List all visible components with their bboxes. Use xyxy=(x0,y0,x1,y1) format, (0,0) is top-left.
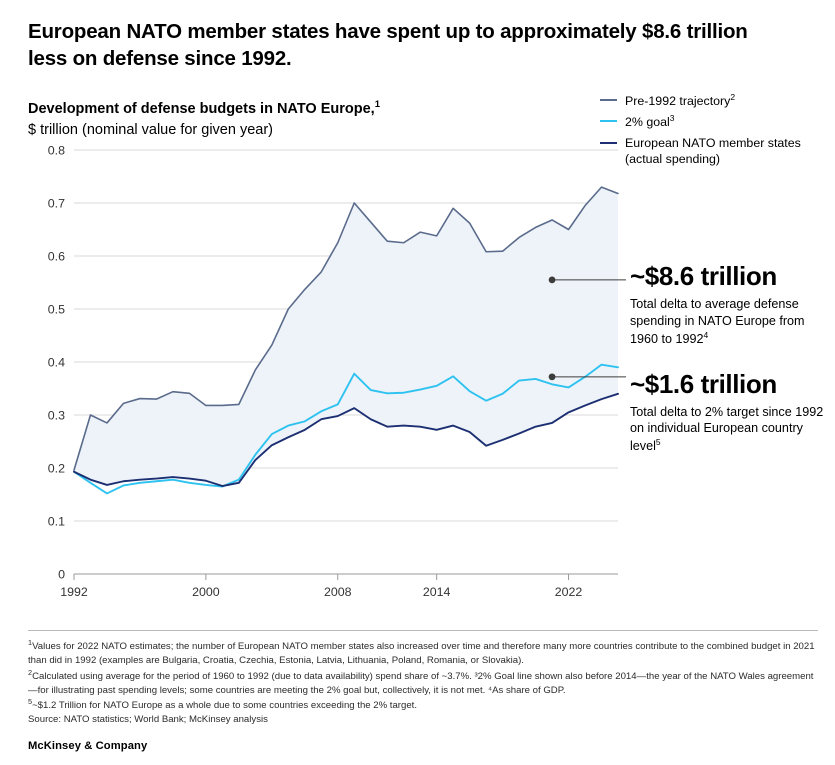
y-axis-tick-label: 0.5 xyxy=(47,302,65,317)
legend-swatch-two-percent-goal xyxy=(600,120,617,122)
footnote-5-marker: 5 xyxy=(28,697,33,707)
y-axis-tick-label: 0.3 xyxy=(47,408,65,423)
y-axis-tick-label: 0.6 xyxy=(47,249,65,264)
chart-subtitle-text: Development of defense budgets in NATO Europe, xyxy=(28,100,375,117)
brand-logo: McKinsey & Company xyxy=(28,740,148,752)
legend-sup-pre-1992-trajectory: 2 xyxy=(730,92,736,102)
callout-delta-8-6-trillion xyxy=(630,262,835,348)
legend-item-pre-1992-trajectory xyxy=(600,92,830,109)
callout-description-8-6-trillion xyxy=(630,296,835,347)
chart-plot-area xyxy=(28,140,628,620)
y-axis-tick-label: 0 xyxy=(58,567,65,582)
y-axis-tick-label: 0.4 xyxy=(47,355,65,370)
legend-item-two-percent-goal xyxy=(600,113,830,130)
chart-units-label: $ trillion (nominal value for given year) xyxy=(28,121,273,138)
legend-sup-two-percent-goal: 3 xyxy=(669,113,675,124)
footnote-1-text: Values for 2022 NATO estimates; the number of European NATO member states also increased over time and therefore many more countries contribute to the combined budget in 2021 than did in 1992 (examples are Bulgaria, Croatia, Czechia, Estonia, Latvia, Lithuania, Poland, Romania, or Slovakia). xyxy=(28,641,815,666)
chart-callouts xyxy=(630,262,835,477)
footnote-2-marker: 2 xyxy=(28,667,33,677)
footnote-5-text: ~$1.2 Trillion for NATO Europe as a whole due to some countries exceeding the 2% target. xyxy=(32,700,418,712)
legend-text-pre-1992-trajectory: Pre-1992 trajectory xyxy=(625,94,731,109)
legend-text-two-percent-goal: 2% goal xyxy=(625,115,670,130)
footnote-2 xyxy=(28,668,818,698)
delta-shaded-area xyxy=(74,187,618,486)
callout-desc-sup-1-6: 5 xyxy=(655,437,661,448)
legend-label-pre-1992-trajectory xyxy=(625,92,735,109)
callout-desc-sup-8-6: 4 xyxy=(703,329,709,340)
footnote-2-text: Calculated using average for the period of 1960 to 1992 (due to data availability) spend share of ~3.7%. ³2% Goal line shown also before 2014—the year of the NATO Wales agreement—for illustrating past spending levels; some countries are meeting the 2% goal but, collectively, it is not met. ⁴As share of GDP. xyxy=(28,670,814,696)
chart-svg xyxy=(28,140,628,620)
footnotes-block xyxy=(28,630,818,727)
callout-desc-text-8-6: Total delta to average defense spending in NATO Europe from 1960 to 1992 xyxy=(630,297,805,346)
callout-desc-text-1-6: Total delta to 2% target since 1992 on individual European country level xyxy=(630,404,824,454)
callout-value-1-6-trillion: ~$1.6 trillion xyxy=(630,368,777,399)
page-title: European NATO member states have spent up to approximately $8.6 trillion less on defense since 1992. xyxy=(28,20,748,71)
chart-legend xyxy=(600,92,830,171)
footnote-5 xyxy=(28,697,818,713)
legend-item-actual-spending xyxy=(600,135,830,167)
legend-label-two-percent-goal xyxy=(625,113,675,130)
y-axis-tick-label: 0.8 xyxy=(47,143,65,158)
callout-description-1-6-trillion xyxy=(630,404,835,455)
x-axis-tick-label: 2008 xyxy=(323,585,352,599)
y-axis-tick-label: 0.1 xyxy=(47,514,65,529)
legend-swatch-pre-1992-trajectory xyxy=(600,99,617,101)
callout-delta-1-6-trillion xyxy=(630,370,835,456)
x-axis-tick-label: 2022 xyxy=(554,585,583,599)
legend-label-actual-spending: European NATO member states (actual spending) xyxy=(625,135,801,166)
x-axis-tick-label: 2014 xyxy=(422,585,451,599)
chart-subtitle-footnote-marker: 1 xyxy=(374,99,380,111)
callout-value-8-6-trillion: ~$8.6 trillion xyxy=(630,261,777,291)
footnote-1-marker: 1 xyxy=(28,638,33,647)
y-axis-tick-label: 0.7 xyxy=(47,196,65,211)
footnote-1 xyxy=(28,638,818,668)
source-line: Source: NATO statistics; World Bank; McKinsey analysis xyxy=(28,714,268,726)
x-axis-tick-label: 2000 xyxy=(192,585,220,599)
y-axis-tick-label: 0.2 xyxy=(47,461,65,476)
footnote-divider xyxy=(28,630,818,631)
x-axis-tick-label: 1992 xyxy=(60,585,88,599)
